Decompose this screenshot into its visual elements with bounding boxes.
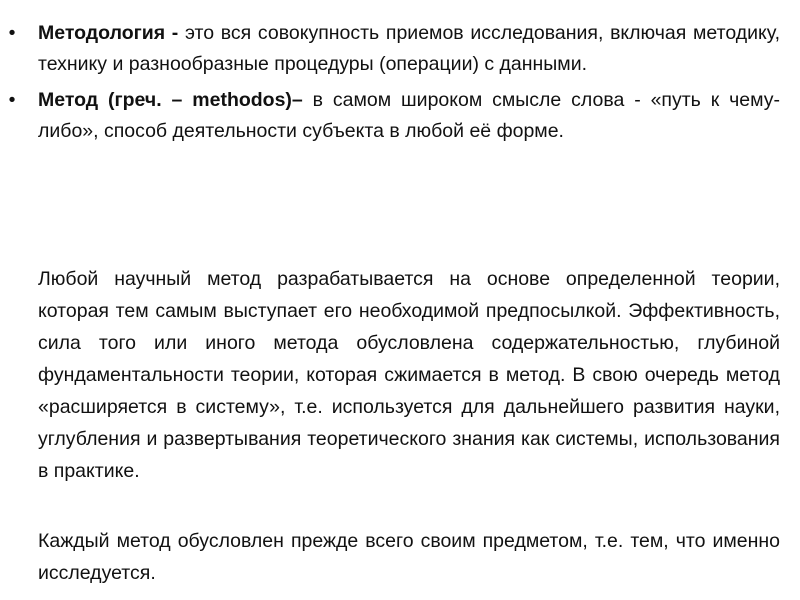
term-method: Метод (греч. – methodos)– [38,89,303,111]
definition-methodology [8,18,780,80]
definition-text-method: в самом широком смысле слова - «путь к чему-либо», способ деятельности субъекта в любой её форме. [38,89,780,142]
term-methodology: Методология - [38,22,179,44]
paragraph-scientific-method: Любой научный метод разрабатывается на основе определенной теории, которая тем самым выступает его необходимой предпосылкой. Эффективность, сила того или иного метода обусловлена содержательностью, глубиной фундаментальности теории, которая сжимается в метод. В свою очередь метод «расширяется в систему», т.е. используется для дальнейшего развития науки, углубления и развертывания теоретического знания как системы, использования в практике. [38,268,780,482]
paragraph-method-subject: Каждый метод обусловлен прежде всего своим предметом, т.е. тем, что именно исследуется. [38,530,780,584]
definition-list [8,18,780,152]
definition-method [8,85,780,147]
bullet-icon: • [8,89,16,111]
bullet-icon: • [8,22,16,44]
definition-text-methodology: это вся совокупность приемов исследования, включая методику, технику и разнообразные процедуры (операции) с данными. [38,22,780,75]
